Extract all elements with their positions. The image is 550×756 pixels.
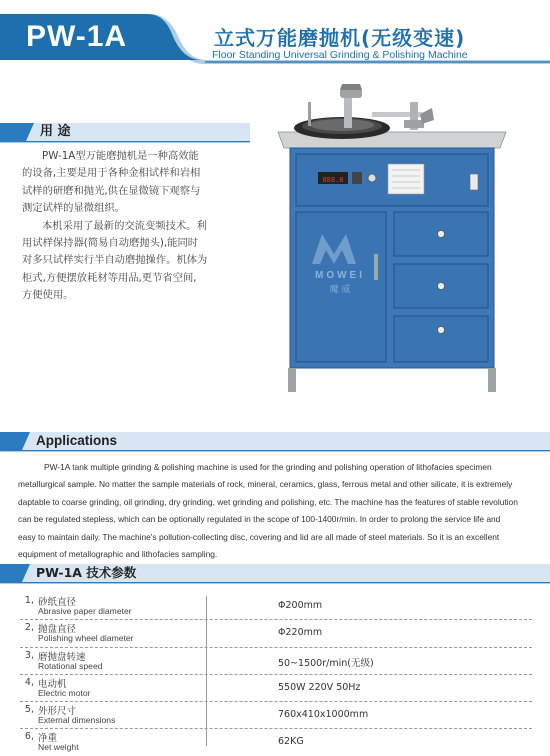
table-row (20, 675, 532, 702)
usage-line: 对多只试样实行半自动磨抛操作。机体为 (22, 254, 208, 267)
row-number: 3, (24, 649, 34, 661)
spec-name-cn: 抛盘直径 (38, 624, 77, 636)
applications-line: equipment of metallographic and lithofacies sampling. (18, 549, 218, 560)
table-row (20, 702, 532, 729)
spec-value: Φ200mm (278, 600, 323, 611)
usage-line: 测定试样的显微组织。 (22, 202, 125, 215)
row-number: 5, (24, 704, 34, 716)
spec-name-en: Rotational speed (38, 660, 103, 671)
table-row (20, 648, 532, 675)
usage-line: PW-1A型万能磨抛机是一种高效能 (42, 150, 199, 162)
applications-line: daptable to coarse grinding, oil grinding, dry grinding, wet grinding and polishing, etc. The machine has the features of stable revolution (18, 496, 518, 507)
usage-line: 本机采用了最新的交流变频技术。利 (42, 219, 207, 232)
title-cn: 立式万能磨抛机(无级变速) (214, 26, 466, 50)
machine-display-readout: 888.8 (322, 176, 344, 184)
row-number: 4, (24, 676, 34, 688)
spec-name-cn: 砂纸直径 (38, 597, 77, 608)
spec-name-cn: 磨抛盘转速 (38, 651, 86, 663)
spec-name-cn: 外形尺寸 (38, 706, 77, 718)
spec-name-en: Net weight (38, 742, 79, 753)
spec-value: Φ220mm (278, 627, 323, 639)
usage-heading: 用 途 (40, 124, 71, 139)
table-row (20, 620, 532, 647)
applications-text (18, 459, 542, 563)
usage-line: 的设备,主要是用于各种金相试样和岩相 (22, 167, 201, 180)
specs-heading: PW-1A 技术参数 (36, 565, 137, 580)
table-row (20, 593, 532, 620)
spec-name-cn: 电动机 (38, 678, 67, 690)
machine-image (272, 84, 512, 394)
usage-line: 方便使用。 (22, 289, 74, 302)
spec-value: 62KG (278, 736, 304, 748)
row-number: 1, (24, 595, 34, 606)
brand-watermark-cn: 魔 威 (329, 285, 351, 295)
spec-table (20, 593, 532, 756)
usage-line: 用试样保持器(简易自动磨抛头),能同时 (22, 237, 199, 250)
spec-value: 50~1500r/min(无级) (278, 657, 374, 669)
spec-value: 760x410x1000mm (278, 709, 369, 721)
spec-name-en: Abrasive paper diameter (38, 606, 132, 616)
specs-section-header (0, 562, 550, 584)
usage-line: 柜式,方便摆放耗材等用品,更节省空间, (22, 271, 197, 284)
applications-section-header (0, 430, 550, 452)
brand-watermark-en: MOWEI (315, 270, 365, 281)
spec-value: 550W 220V 50Hz (278, 681, 361, 693)
applications-line: can be regulated stepless, which can be optionally regulated in the scope of 100-1400r/min. In order to prolong the service life and (18, 514, 501, 525)
applications-line: PW-1A tank multiple grinding & polishing machine is used for the grinding and polishing operation of lithofacies specimen (44, 462, 492, 472)
applications-heading: Applications (36, 433, 118, 448)
model-tag: PW-1A (26, 20, 128, 53)
usage-text (22, 148, 244, 305)
title-en: Floor Standing Universal Grinding & Polishing Machine (212, 49, 468, 61)
row-number: 2, (24, 622, 34, 634)
spec-name-en: Polishing wheel diameter (38, 633, 134, 644)
spec-name-en: External dimensions (38, 715, 116, 726)
applications-line: metallurgical sample. No matter the sample materials of rock, mineral, ceramics, glass, ferrous metal and other silicate, it is extremely (18, 479, 513, 490)
row-number: 6, (24, 731, 34, 743)
spec-name-cn: 净重 (38, 733, 58, 745)
usage-section-header (0, 121, 250, 143)
applications-line: easy to maintain daily. The machine's pollution-collecting disc, covering and lid are all made of steel materials. So it is an excellent (18, 531, 500, 542)
usage-line: 试样的研磨和抛光,供在显微镜下观察与 (22, 184, 201, 197)
spec-name-en: Electric motor (38, 687, 91, 698)
